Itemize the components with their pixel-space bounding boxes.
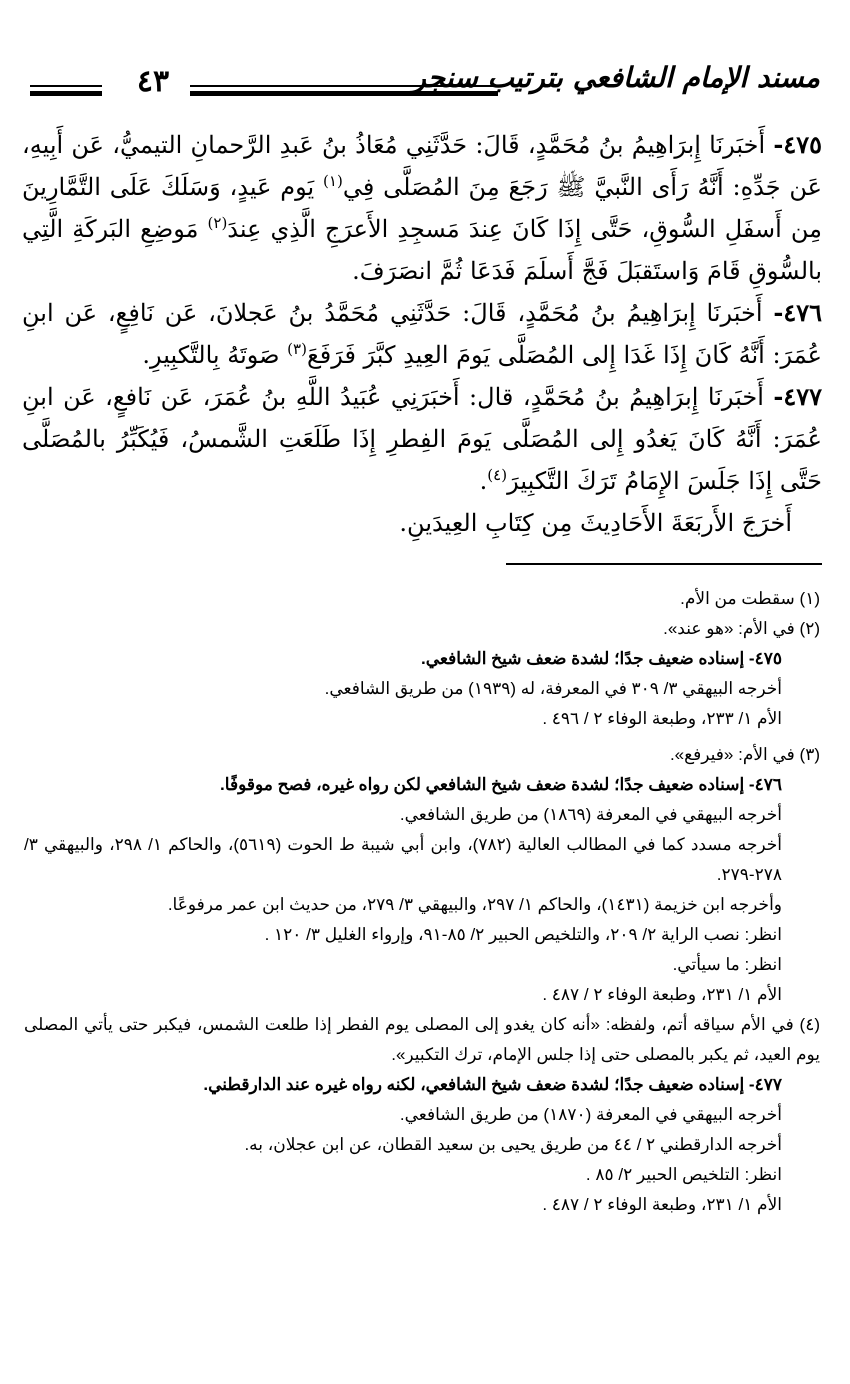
- header-rule: [30, 85, 102, 87]
- hadith-text: أَخبَرنَا إِبرَاهِيمُ بنُ مُحَمَّدٍ، قال: أَخبَرَنِي عُبَيدُ اللَّهِ بنُ عُمَرَ، عَن نَافعٍ، عَن ابنِ عُمَرَ: أَنَّهُ كَانَ يَغدُو إِلى المُصَلَّى يَومَ الفِطرِ إِذَا طَلَعَتِ الشَّمسُ، فَيُكَبِّرُ بالمُصَلَّى حَتَّى إِذَا جَلَسَ الإِمَامُ تَرَكَ التَّكبِيرَ: [22, 383, 822, 495]
- footnote-marker: (٢): [207, 214, 228, 232]
- footnote-marker: (٣): [287, 340, 307, 358]
- takhrij-line: وأخرجه ابن خزيمة (١٤٣١)، والحاكم ١/ ٢٩٧، والبيهقي ٣/ ٢٧٩، من حديث ابن عمر مرفوعًا.: [167, 895, 782, 914]
- footnote-4: (٤) في الأم سياقه أتم، ولفظه: «أنه كان يغدو إلى المصلى يوم الفطر إذا طلعت الشمس، فيكبر حتى يأتي المصلى يوم العيد، ثم يكبر بالمصلى حتى إذا جلس الإمام، ترك التكبير».: [24, 1015, 820, 1064]
- hadith-text: .: [479, 467, 488, 495]
- isnad-grade: ٤٧٥- إسناده ضعيف جدًا؛ لشدة ضعف شيخ الشافعي.: [420, 649, 782, 668]
- takhrij-line: أخرجه البيهقي في المعرفة (١٨٧٠) من طريق الشافعي.: [399, 1105, 782, 1124]
- takhrij-line: أخرجه مسدد كما في المطالب العالية (٧٨٢)، وابن أبي شيبة ط الحوت (٥٦١٩)، والحاكم ١/ ٢٩٨، والبيهقي ٣/ ٢٧٨-٢٧٩.: [24, 835, 782, 884]
- hadith-text: أَخبَرنَا إِبرَاهِيمُ بنُ مُحَمَّدٍ، قَالَ: حَدَّثَنِي مُعَاذُ بنُ عَبدِ الرَّحمانِ التيميُّ، عَن أَبِيهِ، عَن جَدِّهِ: أَنَّهُ رَأَى النَّبيَّ ﷺ رَجَعَ مِنَ المُصَلَّى فِي: [22, 131, 823, 201]
- footnote-3: (٣) في الأم: «فيرفع».: [669, 745, 820, 764]
- source-line: الأم ١/ ٢٣٣، وطبعة الوفاء ٢ / ٤٩٦ .: [542, 709, 782, 728]
- footnotes: [24, 584, 820, 1220]
- hadith-477: [22, 376, 822, 502]
- takhrij-line: أخرجه البيهقي في المعرفة (١٨٦٩) من طريق الشافعي.: [399, 805, 782, 824]
- hadith-476: [22, 292, 822, 376]
- source-line: الأم ١/ ٢٣١، وطبعة الوفاء ٢ / ٤٨٧ .: [542, 1195, 782, 1214]
- hadith-text: يَوم عَيدٍ، وَسَلَكَ عَلَى التَّمَّارِينَ مِن أَسفَلِ السُّوقِ، حَتَّى إِذَا كَانَ عِندَ مَسجِدِ الأَعرَجِ الَّذِي عِندَ: [22, 173, 822, 243]
- footnote-marker: (٤): [487, 466, 508, 484]
- hadith-number: ٤٧٦-: [773, 298, 822, 327]
- main-text: [22, 124, 822, 544]
- hadith-text: أَخبَرنَا إِبرَاهِيمُ بنُ مُحَمَّدٍ، قَالَ: حَدَّثَنِي مُحَمَّدُ بنُ عَجلانَ، عَن نَافِعٍ، عَن ابنِ عُمَرَ: أَنَّهُ كَانَ إِذَا غَدَا إِلى المُصَلَّى يَومَ العِيدِ كبَّرَ فَرَفَعَ: [22, 299, 822, 369]
- isnad-grade: ٤٧٧- إسناده ضعيف جدًا؛ لشدة ضعف شيخ الشافعي، لكنه رواه غيره عند الدارقطني.: [203, 1075, 782, 1094]
- isnad-grade: ٤٧٦- إسناده ضعيف جدًا؛ لشدة ضعف شيخ الشافعي لكن رواه غيره، فصح موقوفًا.: [220, 775, 782, 794]
- header-rule: [190, 91, 498, 96]
- reference-line: انظر: التلخيص الحبير ٢/ ٨٥ .: [585, 1165, 782, 1184]
- takhrij-line: أخرجه البيهقي ٣/ ٣٠٩ في المعرفة، له (١٩٣٩) من طريق الشافعي.: [324, 679, 782, 698]
- reference-line: انظر: نصب الراية ٢/ ٢٠٩، والتلخيص الحبير ٢/ ٨٥-٩١، وإرواء الغليل ٣/ ١٢٠ .: [264, 925, 782, 944]
- running-title: مسند الإمام الشافعي بترتيب سنجر: [412, 61, 820, 94]
- hadith-number: ٤٧٧-: [773, 382, 822, 411]
- hadith-475: [22, 124, 822, 292]
- footnote-2: (٢) في الأم: «هو عند».: [663, 619, 820, 638]
- hadith-text: مَوضِعِ البَركَةِ الَّتِي بالسُّوقِ قَامَ وَاستَقبَلَ فَجَّ أَسلَمَ فَدَعَا ثُمَّ انصَرَفَ.: [22, 215, 822, 285]
- reference-line: انظر: ما سيأتي.: [672, 955, 782, 974]
- hadith-text: صَوتَهُ بِالتَّكبِيرِ.: [142, 341, 288, 369]
- footnote-separator: [506, 563, 822, 565]
- takhrij-line: أخرجه الدارقطني ٢ / ٤٤ من طريق يحيى بن سعيد القطان، عن ابن عجلان، به.: [244, 1135, 782, 1154]
- footnote-1: (١) سقطت من الأم.: [680, 589, 820, 608]
- closing-line: أَخرَجَ الأَربَعَةَ الأَحَادِيثَ مِن كِتَابِ العِيدَينِ.: [399, 509, 792, 537]
- header-rule: [190, 85, 498, 87]
- page-header: [30, 52, 820, 108]
- header-rule: [30, 91, 102, 96]
- hadith-number: ٤٧٥-: [773, 130, 822, 159]
- footnote-marker: (١): [323, 172, 343, 190]
- source-line: الأم ١/ ٢٣١، وطبعة الوفاء ٢ / ٤٨٧ .: [542, 985, 782, 1004]
- page-number: ٤٣: [136, 64, 170, 99]
